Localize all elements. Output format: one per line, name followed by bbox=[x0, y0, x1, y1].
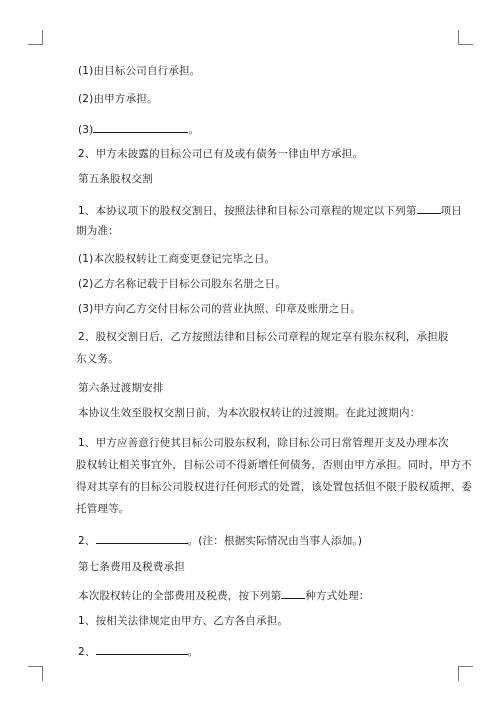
text-line bbox=[78, 436, 449, 450]
crop-mark-bottom-left bbox=[28, 666, 43, 681]
crop-mark-bottom-right bbox=[458, 666, 473, 681]
fill-in-blank[interactable] bbox=[417, 202, 441, 214]
line-text: (2)乙方名称记载于目标公司股东名册之日。 bbox=[78, 278, 287, 290]
text-line bbox=[78, 147, 363, 161]
line-text: 得对其享有的目标公司股权进行任何形式的处置，该处置包括但不限于股权质押、委 bbox=[76, 481, 472, 493]
line-text: 期为准： bbox=[76, 225, 119, 237]
line-text: 1、甲方应善意行使其目标公司股东权利，除目标公司日常管理开支及办理本次 bbox=[78, 437, 449, 449]
line-text: 1、本协议项下的股权交割日，按照法律和目标公司章程的规定以下列第 bbox=[78, 205, 417, 217]
fill-in-blank[interactable] bbox=[96, 532, 188, 544]
line-text: (3)甲方向乙方交付目标公司的营业执照、印章及账册之日。 bbox=[78, 303, 361, 315]
text-line bbox=[78, 202, 462, 218]
text-line bbox=[76, 502, 130, 516]
line-text: 托管理等。 bbox=[76, 503, 130, 515]
text-line bbox=[78, 532, 362, 548]
line-text: 本协议生效至股权交割日前，为本次股权转让的过渡期。在此过渡期内： bbox=[78, 407, 421, 419]
line-text-suffix: 项日 bbox=[440, 205, 462, 217]
text-line bbox=[78, 302, 361, 316]
crop-mark-top-right bbox=[458, 30, 473, 45]
text-line bbox=[76, 352, 119, 366]
text-line bbox=[78, 92, 158, 106]
line-text-suffix: 种方式处理： bbox=[305, 590, 370, 602]
crop-mark-top-left bbox=[28, 30, 43, 45]
line-text-suffix: 。 bbox=[187, 646, 199, 658]
text-line bbox=[78, 643, 198, 659]
line-text: 1、按相关法律规定由甲方、乙方各自承担。 bbox=[78, 615, 289, 627]
text-line bbox=[78, 252, 275, 266]
line-text-suffix: 。 bbox=[188, 124, 200, 136]
line-text: (1)由目标公司自行承担。 bbox=[78, 65, 201, 77]
text-line bbox=[78, 406, 420, 420]
line-text: 东义务。 bbox=[76, 353, 119, 365]
line-text: 2、甲方未披露的目标公司已有及或有债务一律由甲方承担。 bbox=[78, 148, 364, 160]
line-text: 本次股权转让的全部费用及税费，按下列第 bbox=[78, 590, 282, 602]
line-text: (1)本次股权转让工商变更登记完毕之日。 bbox=[78, 253, 276, 265]
text-line bbox=[76, 458, 472, 472]
text-line bbox=[76, 480, 472, 494]
text-line bbox=[78, 64, 200, 78]
line-text: 第七条费用及税费承担 bbox=[78, 561, 185, 573]
text-line bbox=[78, 614, 288, 628]
text-line bbox=[78, 587, 370, 603]
fill-in-blank[interactable] bbox=[281, 587, 305, 599]
text-line bbox=[78, 121, 199, 137]
fill-in-blank[interactable] bbox=[93, 121, 188, 133]
line-text: 第六条过渡期安排 bbox=[78, 382, 164, 394]
line-text: 2、 bbox=[78, 535, 96, 547]
text-line bbox=[78, 277, 286, 291]
line-text: (3) bbox=[78, 124, 94, 136]
line-text-suffix: 。(注：根据实际情况由当事人添加。) bbox=[187, 535, 363, 547]
line-text: 2、 bbox=[78, 646, 96, 658]
line-text: 第五条股权交割 bbox=[78, 173, 153, 185]
fill-in-blank[interactable] bbox=[96, 643, 188, 655]
text-line bbox=[78, 330, 449, 344]
text-line bbox=[78, 172, 153, 186]
text-line bbox=[78, 381, 164, 395]
line-text: (2)由甲方承担。 bbox=[78, 93, 158, 105]
line-text: 股权转让相关事宜外，目标公司不得新增任何债务，否则由甲方承担。同时，甲方不 bbox=[76, 459, 472, 471]
text-line bbox=[76, 224, 119, 238]
text-line bbox=[78, 560, 185, 574]
line-text: 2、股权交割日后，乙方按照法律和目标公司章程的规定享有股东权利，承担股 bbox=[78, 331, 449, 343]
